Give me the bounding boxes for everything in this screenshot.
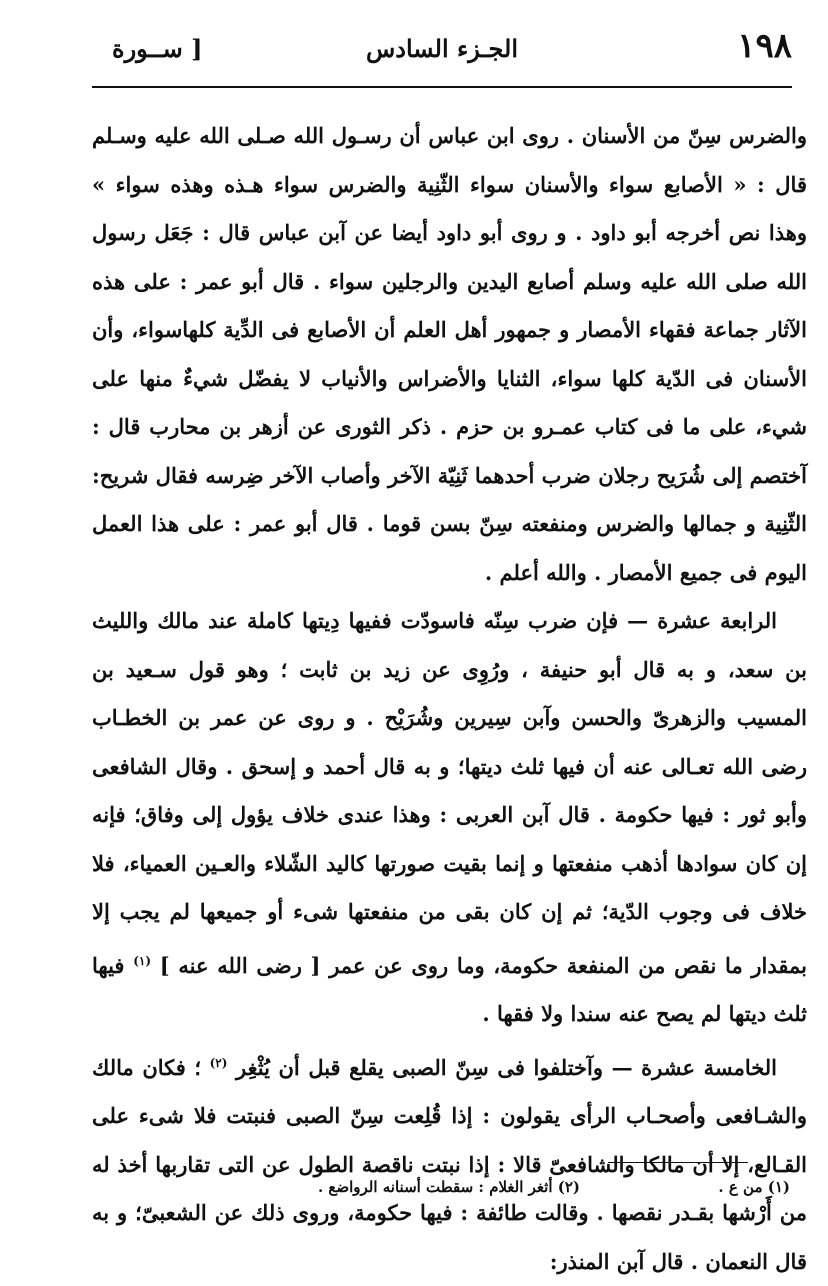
- page-number: ١٩٨: [737, 26, 792, 66]
- footnote: [318, 1178, 580, 1196]
- page-header: [92, 26, 792, 90]
- paragraph-text: الرابعة عشرة — فإن ضرب سِنّه فاسودّت ففيها دِيتها كاملة عند مالك والليث بن سعد، و به قال أبو حنيفة ، ورُوِى عن زيد بن ثابت ؛ وهو قول سـعيد بن المسيب والزهرىّ والحسن وآبن سِيرين وشُرَيْح . و روى عن عمر بن الخطـاب رضى الله تعـالى عنه أن فيها ثلث ديتها؛ و به قال أحمد و إسحق . وقال الشافعى وأبو ثور : فيها حكومة . قال آبن العربى : وهذا عندى خلاف يؤول إلى وفاق؛ فإنه إن كان سوادها أذهب منفعتها و إنما بقيت صورتها كاليد الشّلاء والعـين العمياء، فلا خلاف فى وجوب الدّية؛ ثم إن كان بقى من منفعتها شىء أو جميعها لم يجب إلا بمقدار ما نقص من المنفعة حكومة، وما روى عن عمر: [92, 608, 807, 978]
- paragraph-text: والضرس سِنّ من الأسنان . روى ابن عباس أن رسـول الله صـلى الله عليه وسـلم قال : « الأصابع سواء والأسنان سواء الثّنِية والضرس سواء هـذه وهذه سواء » وهذا نص أخرجه أبو داود . و روى أبو داود أيضا عن آبن عباس قال : جَعَل رسول الله صلى الله عليه وسلم أصابع اليدين والرجلين سواء . قال أبو عمر : على هذه الآثار جماعة فقهاء الأمصار و جمهور أهل العلم أن الأصابع فى الدِّية كلهاسواء، وأن الأسنان فى الدّية كلها سواء، الثنايا والأضراس والأنياب لا يفضّل شيءٌ منها على شيء، على ما فى كتاب عمـرو بن حزم . ذكر الثورى عن أزهر بن محارب قال : آختصم إلى شُرَيح رجلان ضرب أحدهما ثَنِيّة الآخر وأصاب الآخر ضِرسه فقال شريح: الثّنِية و جمالها والضرس ومنفعته سِنّ بسن قوما . قال أبو عمر : على هذا العمل اليوم فى جميع الأمصار . والله أعلم .: [92, 123, 807, 585]
- footnote-text: من ع .: [718, 1178, 762, 1196]
- footnotes: [230, 1178, 790, 1208]
- paragraph: [92, 112, 807, 597]
- footnote-marker: (٢): [558, 1178, 580, 1196]
- footnote-text: أثغر الغلام : سقطت أسنانه الرواضع .: [318, 1178, 553, 1196]
- running-title: الجـزء السادس: [92, 34, 792, 63]
- paragraph-text: الخامسة عشرة — وآختلفوا فى سِنّ الصبى يقلع قبل أن يُثْغِر: [236, 1055, 777, 1080]
- header-rule: [92, 86, 792, 88]
- footnote-marker: (١): [768, 1178, 790, 1196]
- footnote-ref: (٢): [210, 1056, 228, 1070]
- footnote-ref: (١): [133, 954, 151, 968]
- body-text: [92, 112, 807, 1286]
- paragraph: [92, 597, 807, 1039]
- paragraph-text: فيها ثلث ديتها لم يصح عنه سندا ولا فقها .: [92, 953, 807, 1027]
- bracketed-insertion: [ رضى الله عنه ]: [160, 953, 321, 978]
- surah-label: [ ســورة: [112, 34, 202, 63]
- paragraph-text: ؛ فكان مالك والشـافعى وأصحـاب الرأى يقولون : إذا قُلِعت سِنّ الصبى فنبتت فلا شىء على القـالع، إلا أن مالكا والشافعىّ قالا : إذا نبتت ناقصة الطول عن التى تقاربها أخذ له من أَرْشها بقـدر نقصها . وقالت طائفة : فيها حكومة، وروى ذلك عن الشعبىّ؛ و به قال النعمان . قال آبن المنذر:: [92, 1055, 807, 1274]
- footnote-rule: [608, 1162, 748, 1163]
- footnote: [718, 1178, 790, 1196]
